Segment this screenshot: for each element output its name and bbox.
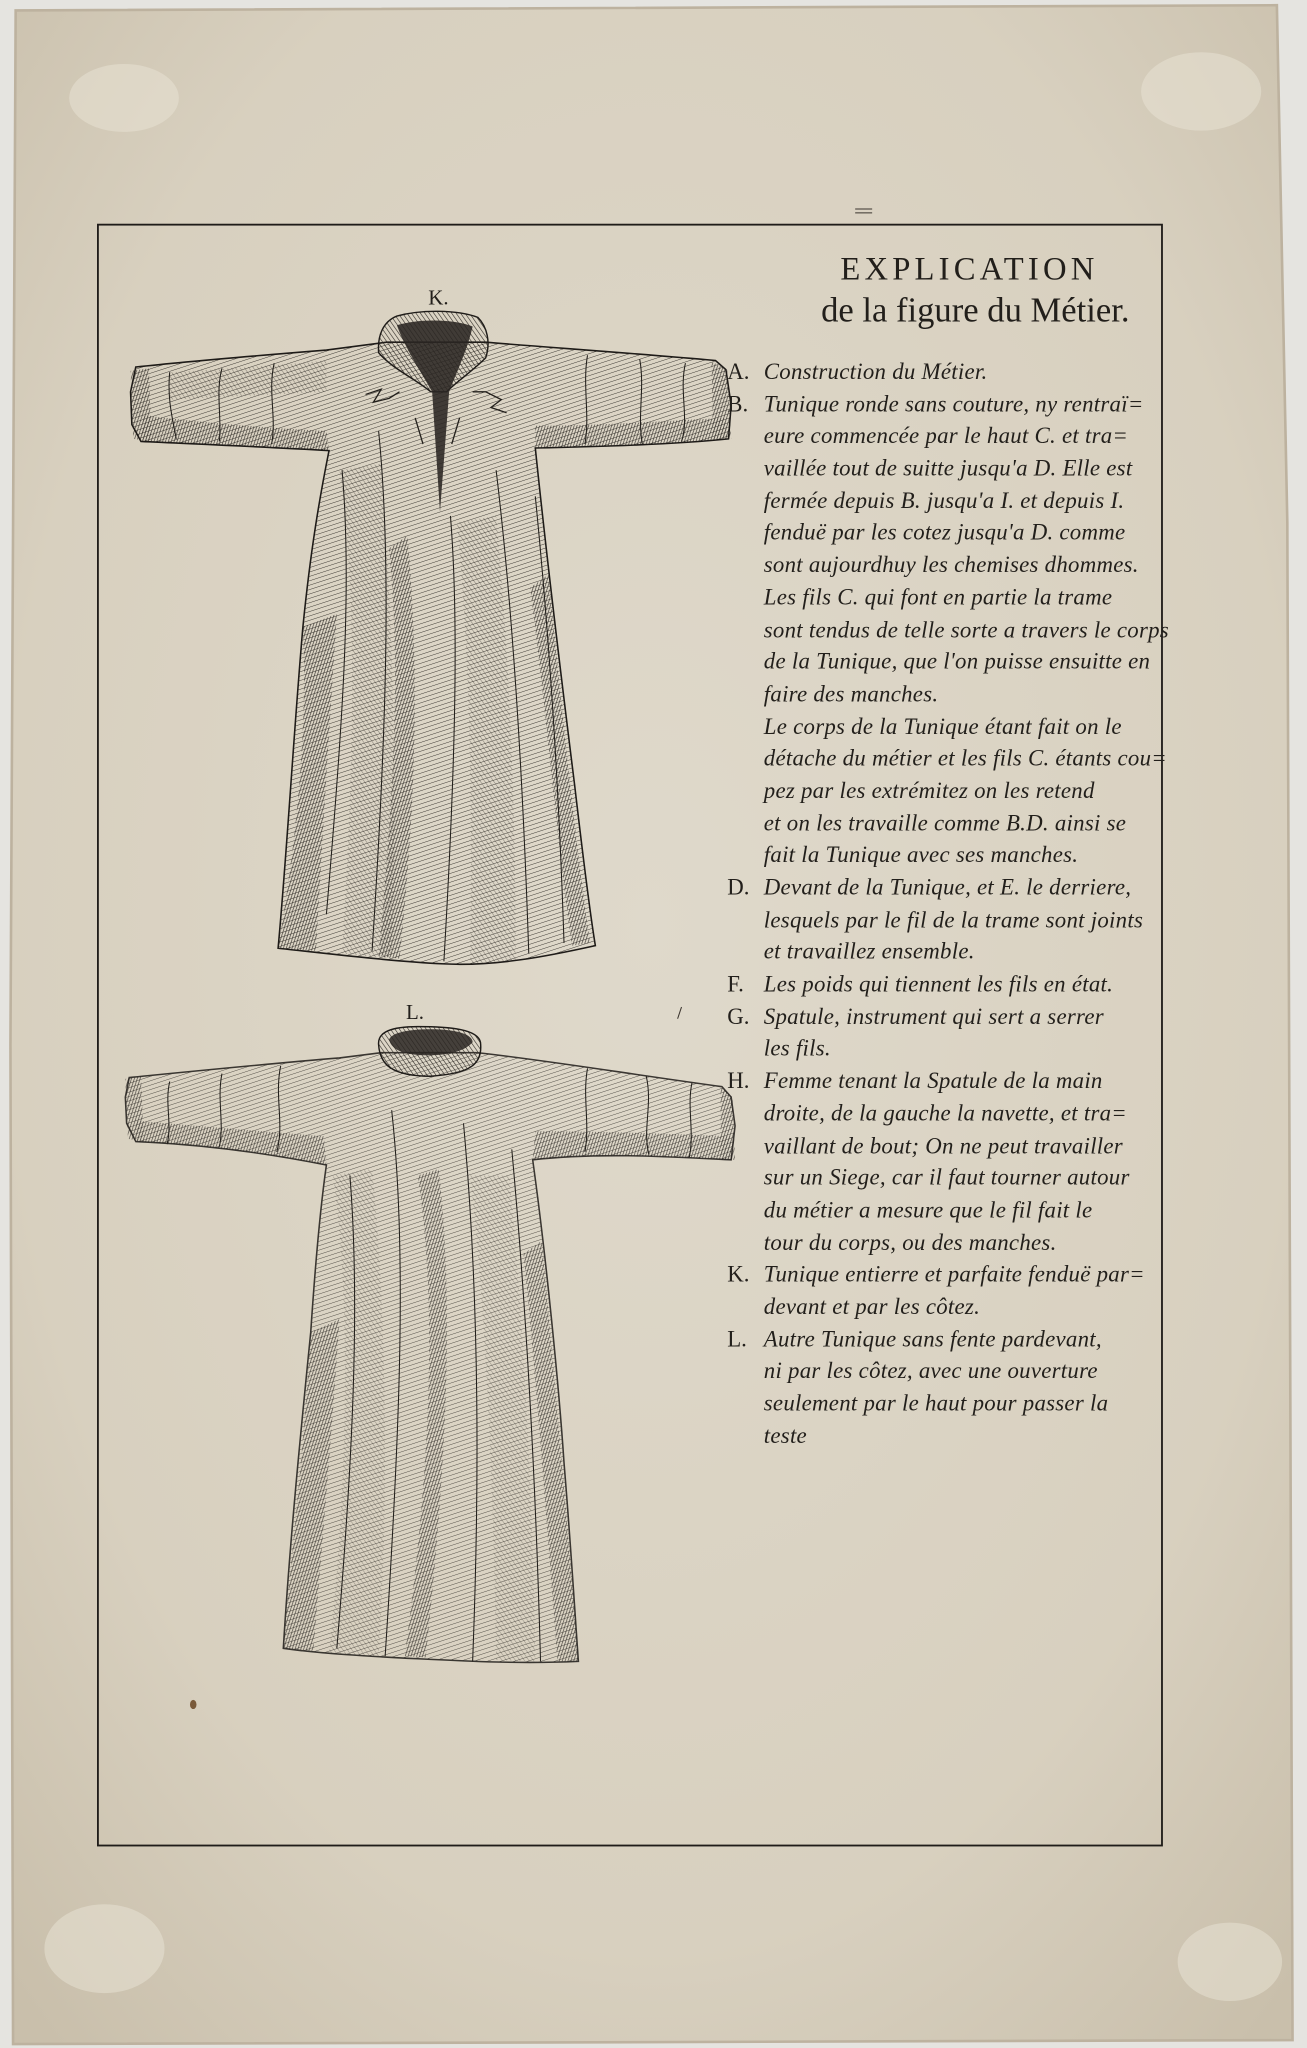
entry-line: Les fils C. qui font en partie la trame bbox=[763, 583, 1113, 610]
entry-line: et travaillez ensemble. bbox=[763, 938, 975, 965]
entry-line: pez par les extrémitez on les retend bbox=[763, 777, 1095, 804]
entry-letter: K. bbox=[727, 1260, 750, 1287]
entry-l bbox=[727, 1323, 1171, 1452]
entry-k bbox=[727, 1258, 1171, 1322]
entry-line: et on les travaille comme B.D. ainsi se bbox=[763, 809, 1127, 836]
entry-f bbox=[727, 968, 1171, 1000]
entry-b bbox=[727, 388, 1171, 872]
entry-d bbox=[727, 871, 1171, 968]
entry-line: faire des manches. bbox=[763, 680, 939, 707]
entry-letter: B. bbox=[727, 390, 749, 417]
entry-line: fenduë par les cotez jusqu'a D. comme bbox=[763, 519, 1126, 546]
entry-letter: G. bbox=[727, 1002, 750, 1029]
entry-line: Tunique ronde sans couture, ny rentraï= bbox=[763, 390, 1144, 417]
ink-spot bbox=[190, 1700, 197, 1709]
entry-a bbox=[727, 355, 1171, 387]
entry-line: vaillée tout de suitte jusqu'a D. Elle est bbox=[763, 454, 1133, 481]
entry-line: Les poids qui tiennent les fils en état. bbox=[763, 970, 1114, 997]
entry-letter: H. bbox=[727, 1067, 750, 1094]
figure-label-k: K. bbox=[428, 287, 449, 310]
entry-line: Construction du Métier. bbox=[763, 357, 988, 384]
entry-line: les fils. bbox=[763, 1035, 831, 1062]
entry-line: seulement par le haut pour passer la bbox=[763, 1389, 1109, 1416]
entry-letter: D. bbox=[727, 873, 750, 900]
entry-line: tour du corps, ou des manches. bbox=[763, 1228, 1057, 1255]
entry-line: sont tendus de telle sorte a travers le corps bbox=[763, 615, 1169, 642]
legend bbox=[727, 355, 1171, 1451]
entry-letter: L. bbox=[727, 1325, 747, 1352]
plate-subtitle: de la figure du Métier. bbox=[821, 289, 1130, 330]
entry-line: Autre Tunique sans fente pardevant, bbox=[763, 1325, 1102, 1352]
entry-line: Femme tenant la Spatule de la main bbox=[763, 1067, 1103, 1094]
entry-line: devant et par les côtez. bbox=[763, 1292, 981, 1320]
entry-line: Spatule, instrument qui sert a serrer bbox=[763, 1002, 1104, 1029]
entry-line: droite, de la gauche la navette, et tra= bbox=[763, 1099, 1127, 1126]
entry-line: Devant de la Tunique, et E. le derriere, bbox=[763, 873, 1132, 900]
entry-line: de la Tunique, que l'on puisse ensuitte en bbox=[763, 648, 1151, 675]
entry-line: fait la Tunique avec ses manches. bbox=[763, 841, 1079, 868]
entry-h bbox=[727, 1065, 1171, 1258]
entry-line: teste bbox=[763, 1421, 807, 1449]
entry-line: lesquels par le fil de la trame sont joints bbox=[763, 906, 1144, 933]
entry-line: sont aujourdhuy les chemises dhommes. bbox=[763, 551, 1139, 578]
entry-line: fermée depuis B. jusqu'a I. et depuis I. bbox=[763, 486, 1125, 513]
entry-line: Le corps de la Tunique étant fait on le bbox=[763, 712, 1122, 739]
entry-line: Tunique entierre et parfaite fenduë par= bbox=[763, 1260, 1145, 1287]
entry-line: sur un Siege, car il faut tourner autour bbox=[763, 1163, 1130, 1191]
entry-line: du métier a mesure que le fil fait le bbox=[763, 1196, 1093, 1223]
figure-label-l: L. bbox=[406, 1001, 425, 1024]
entry-line: détache du métier et les fils C. étants cou= bbox=[763, 744, 1167, 771]
entry-line: vaillant de bout; On ne peut travailler bbox=[763, 1131, 1123, 1158]
entry-line: eure commencée par le haut C. et tra= bbox=[763, 422, 1129, 449]
entry-letter: A. bbox=[727, 357, 750, 384]
entry-letter: F. bbox=[727, 970, 744, 997]
entry-line: ni par les côtez, avec une ouverture bbox=[763, 1357, 1098, 1384]
plate-title: EXPLICATION bbox=[840, 252, 1099, 288]
entry-g bbox=[727, 1000, 1171, 1064]
